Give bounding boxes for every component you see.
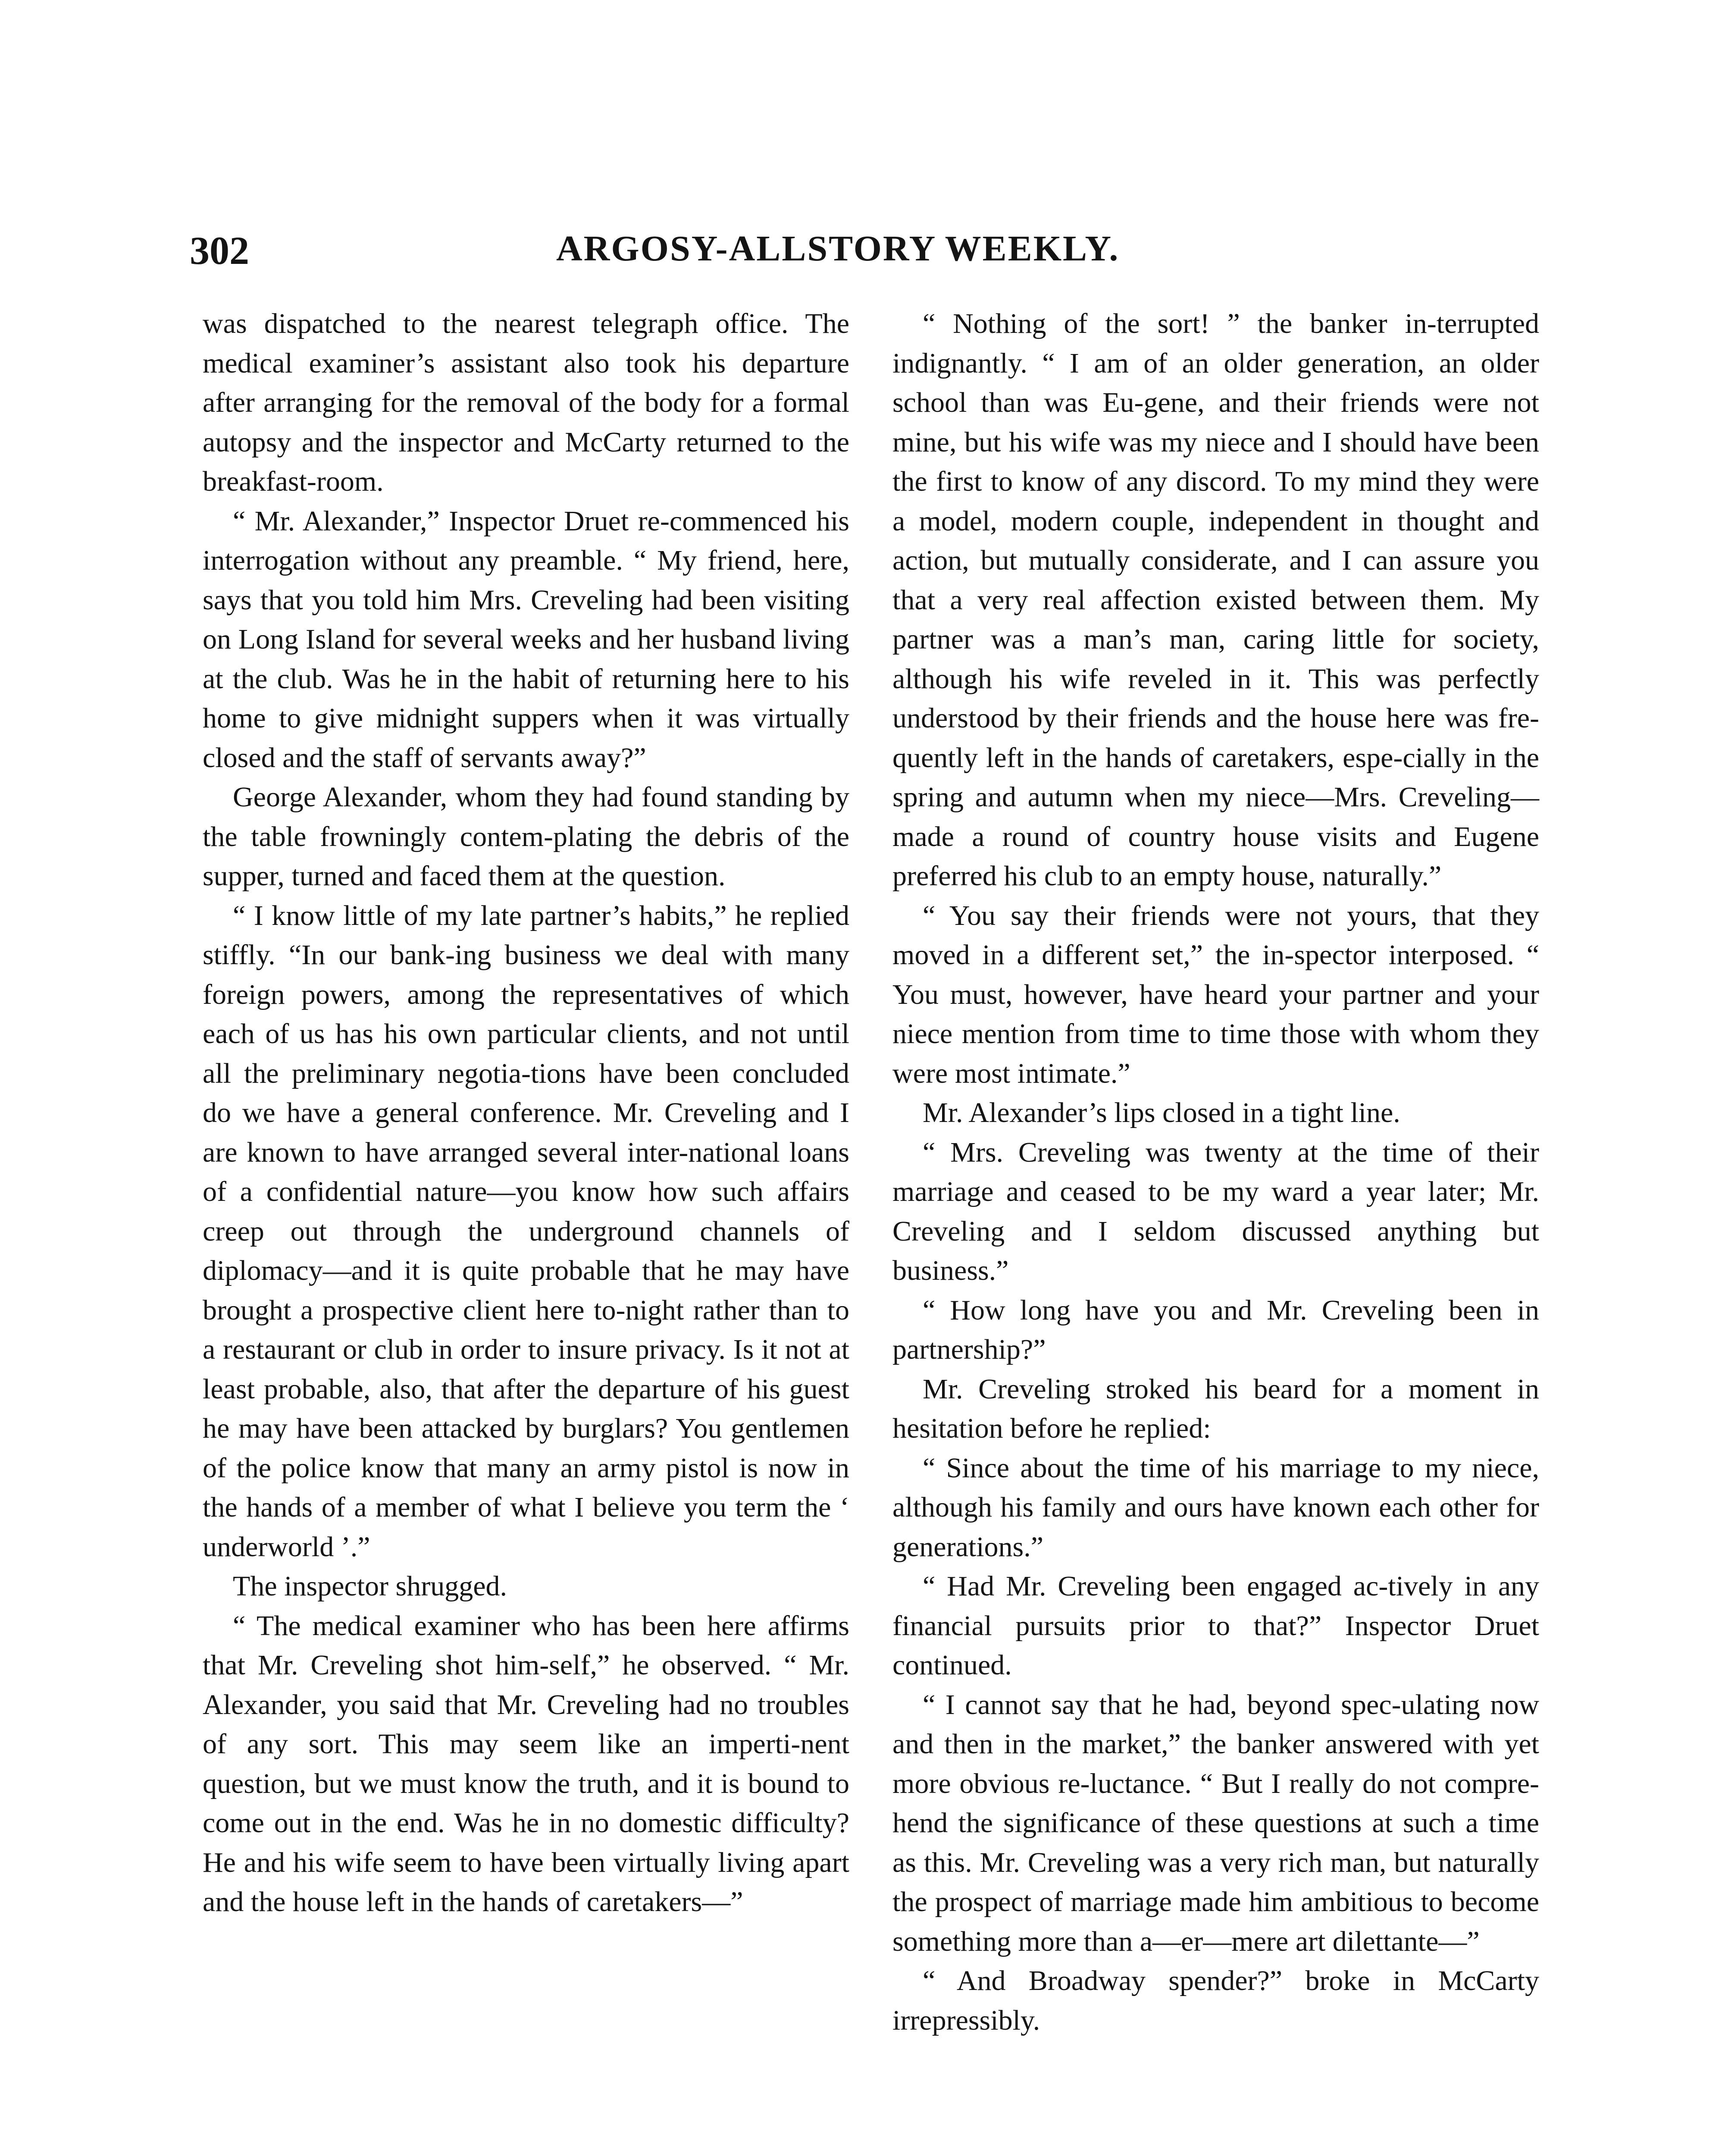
- paragraph: Mr. Alexander’s lips closed in a tight line.: [923, 1097, 1400, 1128]
- paragraph: “ Mr. Alexander,” Inspector Druet re-commenced his interrogation without any preamble. “ My friend, here, says that you told him Mrs. Creveling had been visiting on Long Island for several weeks and her husband living at the club. Was he in the habit of returning here to his home to give midnight suppers when it was virtually closed and the staff of servants away?”: [203, 505, 849, 774]
- right-column: [892, 304, 1539, 2040]
- paragraph: “ Had Mr. Creveling been engaged ac-tively in any financial pursuits prior to that?” Inspector Druet continued.: [892, 1570, 1539, 1681]
- left-column: [203, 304, 849, 1922]
- running-head: ARGOSY-ALLSTORY WEEKLY.: [556, 229, 1120, 269]
- paragraph: “ I cannot say that he had, beyond spec-ulating now and then in the market,” the banker answered with yet more obvious re-luctance. “ But I really do not compre-hend the significance of these questions at such a time as this. Mr. Creveling was a very rich man, but naturally the prospect of marriage made him ambitious to become something more than a—er—mere art dilettante—”: [892, 1689, 1539, 1957]
- paragraph: “ How long have you and Mr. Creveling been in partnership?”: [892, 1294, 1539, 1365]
- paragraph: “ Nothing of the sort! ” the banker in-terrupted indignantly. “ I am of an older generation, an older school than was Eu-gene, and their friends were not mine, but his wife was my niece and I should have been the first to know of any discord. To my mind they were a model, modern couple, independent in thought and action, but mutually considerate, and I can assure you that a very real affection existed between them. My partner was a man’s man, caring little for society, although his wife reveled in it. This was perfectly understood by their friends and the house here was fre-quently left in the hands of caretakers, espe-cially in the spring and autumn when my niece—Mrs. Creveling—made a round of country house visits and Eugene preferred his club to an empty house, naturally.”: [892, 308, 1539, 892]
- paragraph: “ I know little of my late partner’s habits,” he replied stiffly. “In our bank-ing business we deal with many foreign powers, among the representatives of which each of us has his own particular clients, and not until all the preliminary negotia-tions have been concluded do we have a general conference. Mr. Creveling and I are known to have arranged several inter-national loans of a confidential nature—you know how such affairs creep out through the underground channels of diplomacy—and it is quite probable that he may have brought a prospective client here to-night rather than to a restaurant or club in order to insure privacy. Is it not at least probable, also, that after the departure of his guest he may have been attacked by burglars? You gentlemen of the police know that many an army pistol is now in the hands of a member of what I believe you term the ‘ underworld ’.”: [203, 899, 849, 1563]
- page-number: 302: [190, 229, 249, 273]
- paragraph: was dispatched to the nearest telegraph office. The medical examiner’s assistant also took his departure after arranging for the removal of the body for a formal autopsy and the inspector and McCarty returned to the breakfast-room.: [203, 308, 849, 497]
- paragraph: “ Since about the time of his marriage to my niece, although his family and ours have known each other for generations.”: [892, 1452, 1539, 1563]
- paragraph: George Alexander, whom they had found standing by the table frowningly contem-plating the debris of the supper, turned and faced them at the question.: [203, 781, 849, 892]
- paragraph: The inspector shrugged.: [233, 1570, 507, 1602]
- paragraph: “ The medical examiner who has been here affirms that Mr. Creveling shot him-self,” he observed. “ Mr. Alexander, you said that Mr. Creveling had no troubles of any sort. This may seem like an imperti-nent question, but we must know the truth, and it is bound to come out in the end. Was he in no domestic difficulty? He and his wife seem to have been virtually living apart and the house left in the hands of caretakers—”: [203, 1610, 849, 1918]
- paragraph: Mr. Creveling stroked his beard for a moment in hesitation before he replied:: [892, 1373, 1539, 1444]
- paragraph: “ And Broadway spender?” broke in McCarty irrepressibly.: [892, 1965, 1539, 2036]
- paragraph: “ You say their friends were not yours, that they moved in a different set,” the in-spector interposed. “ You must, however, have heard your partner and your niece mention from time to time those with whom they were most intimate.”: [892, 899, 1539, 1089]
- paragraph: “ Mrs. Creveling was twenty at the time of their marriage and ceased to be my ward a year later; Mr. Creveling and I seldom discussed anything but business.”: [892, 1136, 1539, 1286]
